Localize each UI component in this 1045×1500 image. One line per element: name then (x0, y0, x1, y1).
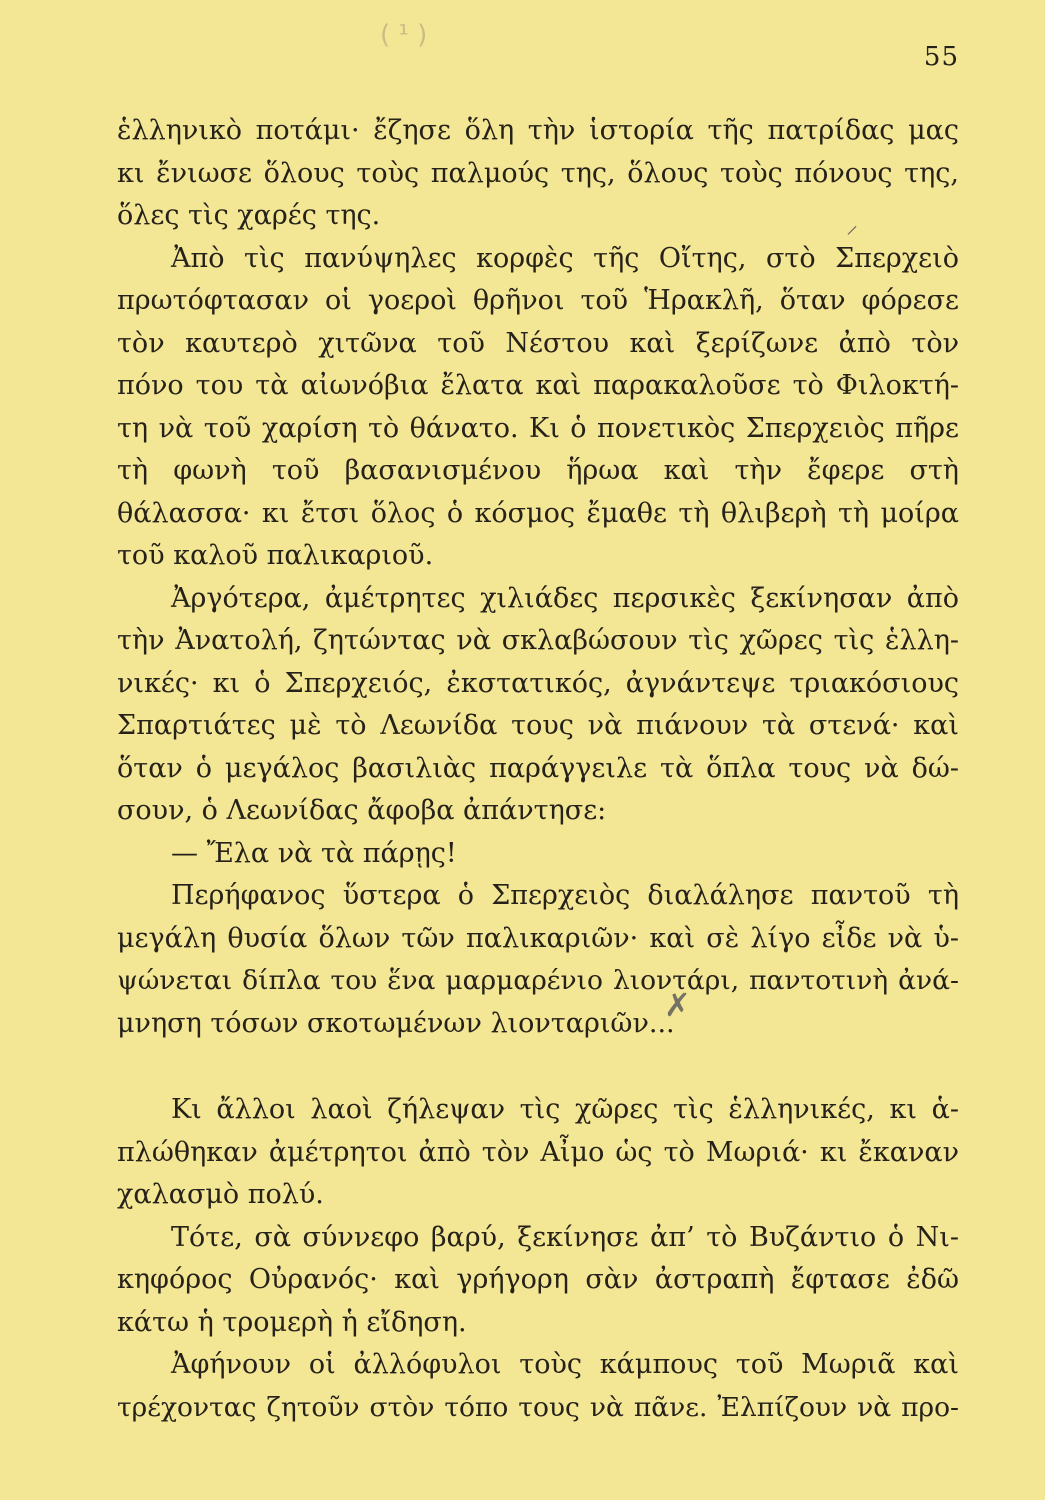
text-line: μεγάλη θυσία ὅλων τῶν παλικαριῶν· καὶ σὲ λίγο εἶδε νὰ ὑ- (117, 922, 959, 954)
text-line: Σπαρτιάτες μὲ τὸ Λεωνίδα τους νὰ πιάνουν τὰ στενά· καὶ (117, 710, 959, 741)
text-line: Κι ἄλλοι λαοὶ ζήλεψαν τὶς χῶρες τὶς ἑλληνικές, κι ἁ- (171, 1094, 959, 1125)
text-line: Ἀφήνουν οἱ ἀλλόφυλοι τοὺς κάμπους τοῦ Μωριᾶ καὶ (171, 1349, 959, 1380)
text-line: πόνο του τὰ αἰωνόβια ἔλατα καὶ παρακαλοῦσε τὸ Φιλοκτή- (117, 370, 959, 401)
body-text (117, 110, 959, 1429)
text-line: τοῦ καλοῦ παλικαριοῦ. (117, 540, 434, 571)
text-line: ψώνεται δίπλα του ἕνα μαρμαρένιο λιοντάρι, παντοτινὴ ἀνά- (117, 965, 959, 996)
paragraph-gap (117, 1045, 959, 1089)
page-number: 55 (923, 42, 959, 72)
text-line: Ἀπὸ τὶς πανύψηλες κορφὲς τῆς Οἴτης, στὸ Σπερχειὸ (171, 242, 959, 274)
text-line: κηφόρος Οὐρανός· καὶ γρήγορη σὰν ἀστραπὴ ἔφτασε ἐδῶ (117, 1264, 959, 1295)
text-line: σουν, ὁ Λεωνίδας ἄφοβα ἀπάντησε: (117, 795, 607, 826)
text-line: Τότε, σὰ σύννεφο βαρύ, ξεκίνησε ἀπ’ τὸ Βυζάντιο ὁ Νι- (171, 1221, 959, 1253)
faded-pencil-mark: ( ¹ ) (380, 20, 428, 50)
text-line: — Ἔλα νὰ τὰ πάρῃς! (171, 837, 457, 869)
text-line: πλώθηκαν ἀμέτρητοι ἀπὸ τὸν Αἶμο ὡς τὸ Μωριά· κι ἔκαναν (117, 1136, 959, 1168)
text-line: κι ἔνιωσε ὅλους τοὺς παλμούς της, ὅλους τοὺς πόνους της, (117, 157, 959, 189)
text-line: χαλασμὸ πολύ. (117, 1179, 324, 1210)
text-line: Περήφανος ὕστερα ὁ Σπερχειὸς διαλάλησε παντοῦ τὴ (171, 880, 959, 911)
text-line: τὸν καυτερὸ χιτῶνα τοῦ Νέστου καὶ ξερίζωνε ἀπὸ τὸν (117, 327, 959, 359)
text-line: Ἀργότερα, ἀμέτρητες χιλιάδες περσικὲς ξεκίνησαν ἀπὸ (171, 582, 959, 614)
text-line: νικές· κι ὁ Σπερχειός, ἐκστατικός, ἀγνάντεψε τριακόσιους (117, 667, 959, 699)
text-line: πρωτόφτασαν οἱ γοεροὶ θρῆνοι τοῦ Ἡρακλῆ, ὅταν φόρεσε (117, 285, 959, 316)
text-line: μνηση τόσων σκοτωμένων λιονταριῶν... (117, 1007, 675, 1039)
text-line: τη νὰ τοῦ χαρίση τὸ θάνατο. Κι ὁ πονετικὸς Σπερχειὸς πῆρε (117, 412, 959, 444)
text-line: ὅταν ὁ μεγάλος βασιλιὰς παράγγειλε τὰ ὅπλα τους νὰ δώ- (117, 752, 959, 784)
text-line: τὴ φωνὴ τοῦ βασανισμένου ἥρωα καὶ τὴν ἔφερε στὴ (117, 455, 959, 486)
text-line: τὴν Ἀνατολή, ζητώντας νὰ σκλαβώσουν τὶς χῶρες τὶς ἑλλη- (117, 625, 959, 656)
text-line: κάτω ἡ τρομερὴ ἡ εἴδηση. (117, 1306, 467, 1338)
text-line: ὅλες τὶς χαρές της. (117, 200, 381, 231)
pencil-tick-mark: ⸍ (846, 221, 858, 249)
pencil-cross-mark: ✗ (664, 986, 691, 1024)
text-line: θάλασσα· κι ἔτσι ὅλος ὁ κόσμος ἔμαθε τὴ θλιβερὴ τὴ μοίρα (117, 497, 959, 529)
text-line: ἑλληνικὸ ποτάμι· ἔζησε ὅλη τὴν ἱστορία τῆς πατρίδας μας (117, 115, 959, 146)
text-line: τρέχοντας ζητοῦν στὸν τόπο τους νὰ πᾶνε. Ἐλπίζουν νὰ προ- (117, 1391, 959, 1423)
